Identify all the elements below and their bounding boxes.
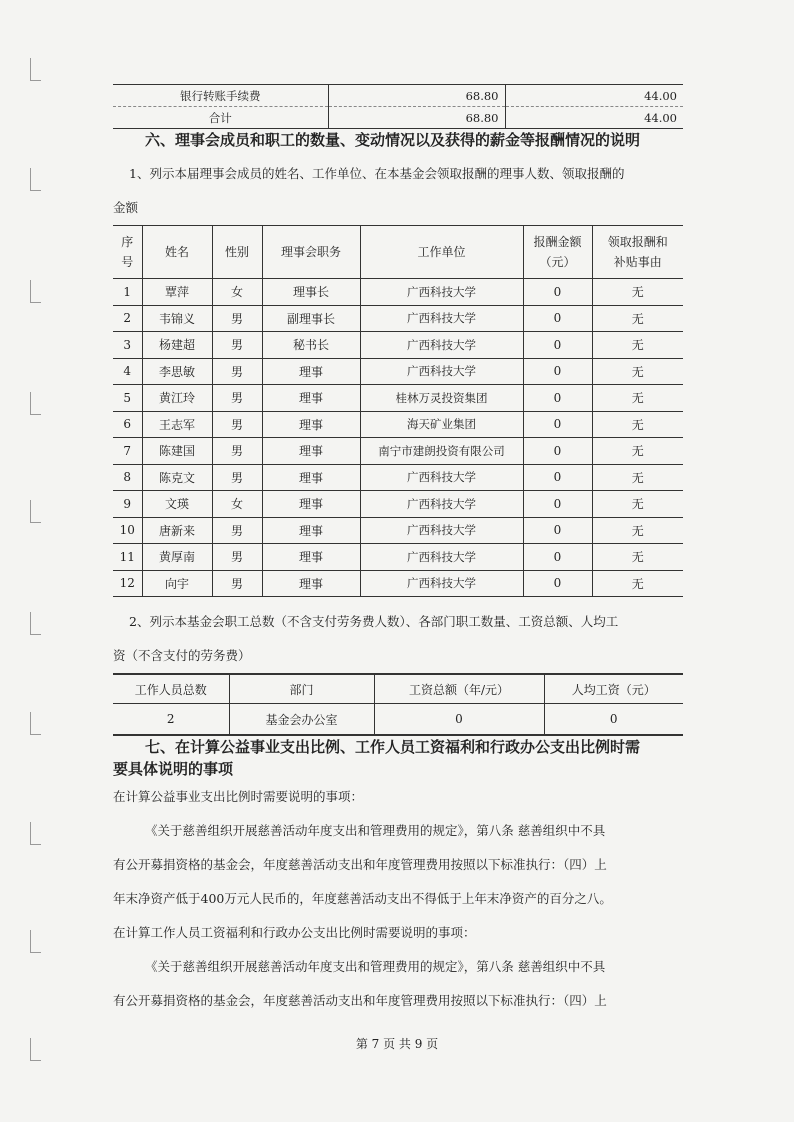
cell-avg: 0 (544, 704, 683, 736)
cell-name: 覃萍 (142, 279, 212, 306)
header-name: 姓名 (142, 226, 212, 279)
fee-previous: 44.00 (505, 107, 683, 129)
section-7-title (113, 736, 683, 780)
cell-gender: 男 (212, 385, 262, 412)
cell-pay: 0 (523, 464, 592, 491)
section-6-item-2-line-2: 资（不含支付的劳务费） (113, 648, 251, 663)
table-header-row (113, 674, 683, 704)
cell-name: 陈建国 (142, 438, 212, 465)
section-7-sub-1: 在计算公益事业支出比例时需要说明的事项： (113, 789, 364, 804)
cell-org: 广西科技大学 (360, 517, 523, 544)
cell-no: 1 (113, 279, 142, 306)
page-footer: 第 7 页 共 9 页 (355, 1037, 439, 1051)
cell-name: 向宇 (142, 570, 212, 597)
cell-no: 10 (113, 517, 142, 544)
cell-name: 韦锦义 (142, 305, 212, 332)
section-6-title: 六、理事会成员和职工的数量、变动情况以及获得的薪金等报酬情况的说明 (145, 131, 641, 149)
binder-mark (30, 392, 41, 415)
cell-role: 理事 (262, 464, 360, 491)
header-gender: 性别 (212, 226, 262, 279)
cell-pay: 0 (523, 332, 592, 359)
binder-mark (30, 500, 41, 523)
cell-org: 广西科技大学 (360, 491, 523, 518)
fee-current: 68.80 (328, 85, 505, 107)
cell-gender: 男 (212, 570, 262, 597)
cell-role: 理事 (262, 358, 360, 385)
cell-pay: 0 (523, 358, 592, 385)
cell-gender: 男 (212, 544, 262, 571)
cell-reason: 无 (592, 411, 683, 438)
cell-pay: 0 (523, 544, 592, 571)
header-pay: 报酬金额 （元） (523, 226, 592, 279)
cell-role: 理事 (262, 438, 360, 465)
section-6-item-1-line-2: 金额 (113, 200, 139, 215)
section-7-para-2-line-2: 有公开募捐资格的基金会，年度慈善活动支出和年度管理费用按照以下标准执行：（四）上 (113, 993, 607, 1008)
table-row (113, 332, 683, 359)
cell-reason: 无 (592, 358, 683, 385)
section-7-para-1-line-1: 《关于慈善组织开展慈善活动年度支出和管理费用的规定》，第八条 慈善组织中不具 (145, 823, 606, 838)
cell-gender: 女 (212, 279, 262, 306)
section-7-title-line-2: 要具体说明的事项 (113, 760, 234, 778)
table-row (113, 358, 683, 385)
cell-pay: 0 (523, 385, 592, 412)
cell-name: 文瑛 (142, 491, 212, 518)
cell-pay: 0 (523, 411, 592, 438)
table-row (113, 464, 683, 491)
cell-no: 5 (113, 385, 142, 412)
staff-table (113, 673, 683, 736)
header-role: 理事会职务 (262, 226, 360, 279)
cell-gender: 男 (212, 305, 262, 332)
table-row (113, 544, 683, 571)
fee-item: 银行转账手续费 (113, 85, 328, 107)
cell-pay: 0 (523, 305, 592, 332)
table-row (113, 411, 683, 438)
table-row (113, 517, 683, 544)
header-reason: 领取报酬和 补贴事由 (592, 226, 683, 279)
table-row (113, 107, 683, 129)
cell-org: 广西科技大学 (360, 464, 523, 491)
cell-role: 理事 (262, 570, 360, 597)
cell-org: 海天矿业集团 (360, 411, 523, 438)
table-row (113, 438, 683, 465)
binder-mark (30, 58, 41, 81)
cell-org: 南宁市建朗投资有限公司 (360, 438, 523, 465)
cell-name: 黄厚南 (142, 544, 212, 571)
fee-previous: 44.00 (505, 85, 683, 107)
header-org: 工作单位 (360, 226, 523, 279)
header-salary: 工资总额（年/元） (374, 674, 544, 704)
cell-reason: 无 (592, 305, 683, 332)
table-row (113, 279, 683, 306)
binder-mark (30, 712, 41, 735)
cell-pay: 0 (523, 517, 592, 544)
cell-no: 3 (113, 332, 142, 359)
document-page (113, 84, 683, 1018)
cell-role: 理事 (262, 491, 360, 518)
cell-gender: 女 (212, 491, 262, 518)
cell-org: 广西科技大学 (360, 332, 523, 359)
cell-role: 副理事长 (262, 305, 360, 332)
cell-no: 2 (113, 305, 142, 332)
section-7-para-2-line-1: 《关于慈善组织开展慈善活动年度支出和管理费用的规定》，第八条 慈善组织中不具 (145, 959, 606, 974)
table-header-row (113, 226, 683, 279)
cell-name: 王志军 (142, 411, 212, 438)
cell-org: 桂林万灵投资集团 (360, 385, 523, 412)
fee-item: 合计 (208, 110, 232, 125)
cell-reason: 无 (592, 544, 683, 571)
cell-org: 广西科技大学 (360, 358, 523, 385)
table-row (113, 305, 683, 332)
cell-no: 7 (113, 438, 142, 465)
table-row (113, 704, 683, 736)
header-avg: 人均工资（元） (544, 674, 683, 704)
cell-role: 理事 (262, 544, 360, 571)
cell-role: 理事长 (262, 279, 360, 306)
cell-reason: 无 (592, 279, 683, 306)
section-7-para-1-line-2: 有公开募捐资格的基金会，年度慈善活动支出和年度管理费用按照以下标准执行：（四）上 (113, 857, 607, 872)
section-6-item-2-line-1: 2、列示本基金会职工总数（不含支付劳务费人数）、各部门职工数量、工资总额、人均工 (129, 614, 619, 629)
header-no: 序 号 (113, 226, 142, 279)
cell-pay: 0 (523, 279, 592, 306)
cell-reason: 无 (592, 517, 683, 544)
cell-dept: 基金会办公室 (229, 704, 374, 736)
cell-reason: 无 (592, 332, 683, 359)
table-row (113, 491, 683, 518)
cell-pay: 0 (523, 438, 592, 465)
cell-salary: 0 (374, 704, 544, 736)
fee-current: 68.80 (328, 107, 505, 129)
table-row (113, 385, 683, 412)
cell-total: 2 (113, 704, 229, 736)
cell-role: 理事 (262, 411, 360, 438)
cell-gender: 男 (212, 358, 262, 385)
cell-gender: 男 (212, 411, 262, 438)
cell-reason: 无 (592, 438, 683, 465)
cell-reason: 无 (592, 491, 683, 518)
cell-name: 李思敏 (142, 358, 212, 385)
cell-gender: 男 (212, 517, 262, 544)
cell-gender: 男 (212, 438, 262, 465)
cell-org: 广西科技大学 (360, 305, 523, 332)
table-row (113, 570, 683, 597)
cell-name: 陈克文 (142, 464, 212, 491)
directors-table (113, 225, 683, 597)
cell-org: 广西科技大学 (360, 279, 523, 306)
cell-no: 8 (113, 464, 142, 491)
cell-name: 杨建超 (142, 332, 212, 359)
cell-role: 理事 (262, 385, 360, 412)
cell-reason: 无 (592, 464, 683, 491)
cell-org: 广西科技大学 (360, 570, 523, 597)
cell-no: 12 (113, 570, 142, 597)
cell-role: 理事 (262, 517, 360, 544)
cell-name: 黄江玲 (142, 385, 212, 412)
cell-gender: 男 (212, 464, 262, 491)
section-7-title-line-1: 七、在计算公益事业支出比例、工作人员工资福利和行政办公支出比例时需 (145, 738, 641, 756)
section-7-para-1-line-3: 年末净资产低于400万元人民币的，年度慈善活动支出不得低于上年末净资产的百分之八。 (113, 891, 612, 906)
cell-no: 9 (113, 491, 142, 518)
cell-org: 广西科技大学 (360, 544, 523, 571)
table-row (113, 85, 683, 107)
header-dept: 部门 (229, 674, 374, 704)
cell-no: 6 (113, 411, 142, 438)
binder-mark (30, 930, 41, 953)
binder-mark (30, 612, 41, 635)
cell-role: 秘书长 (262, 332, 360, 359)
cell-reason: 无 (592, 570, 683, 597)
binder-mark (30, 280, 41, 303)
binder-mark (30, 822, 41, 845)
cell-no: 4 (113, 358, 142, 385)
cell-name: 唐新来 (142, 517, 212, 544)
section-6-item-1-line-1: 1、列示本届理事会成员的姓名、工作单位、在本基金会领取报酬的理事人数、领取报酬的 (129, 166, 625, 181)
header-total: 工作人员总数 (113, 674, 229, 704)
fee-table (113, 84, 683, 129)
cell-pay: 0 (523, 570, 592, 597)
cell-gender: 男 (212, 332, 262, 359)
section-7-sub-2: 在计算工作人员工资福利和行政办公支出比例时需要说明的事项： (113, 925, 476, 940)
binder-mark (30, 168, 41, 191)
cell-reason: 无 (592, 385, 683, 412)
cell-pay: 0 (523, 491, 592, 518)
cell-no: 11 (113, 544, 142, 571)
